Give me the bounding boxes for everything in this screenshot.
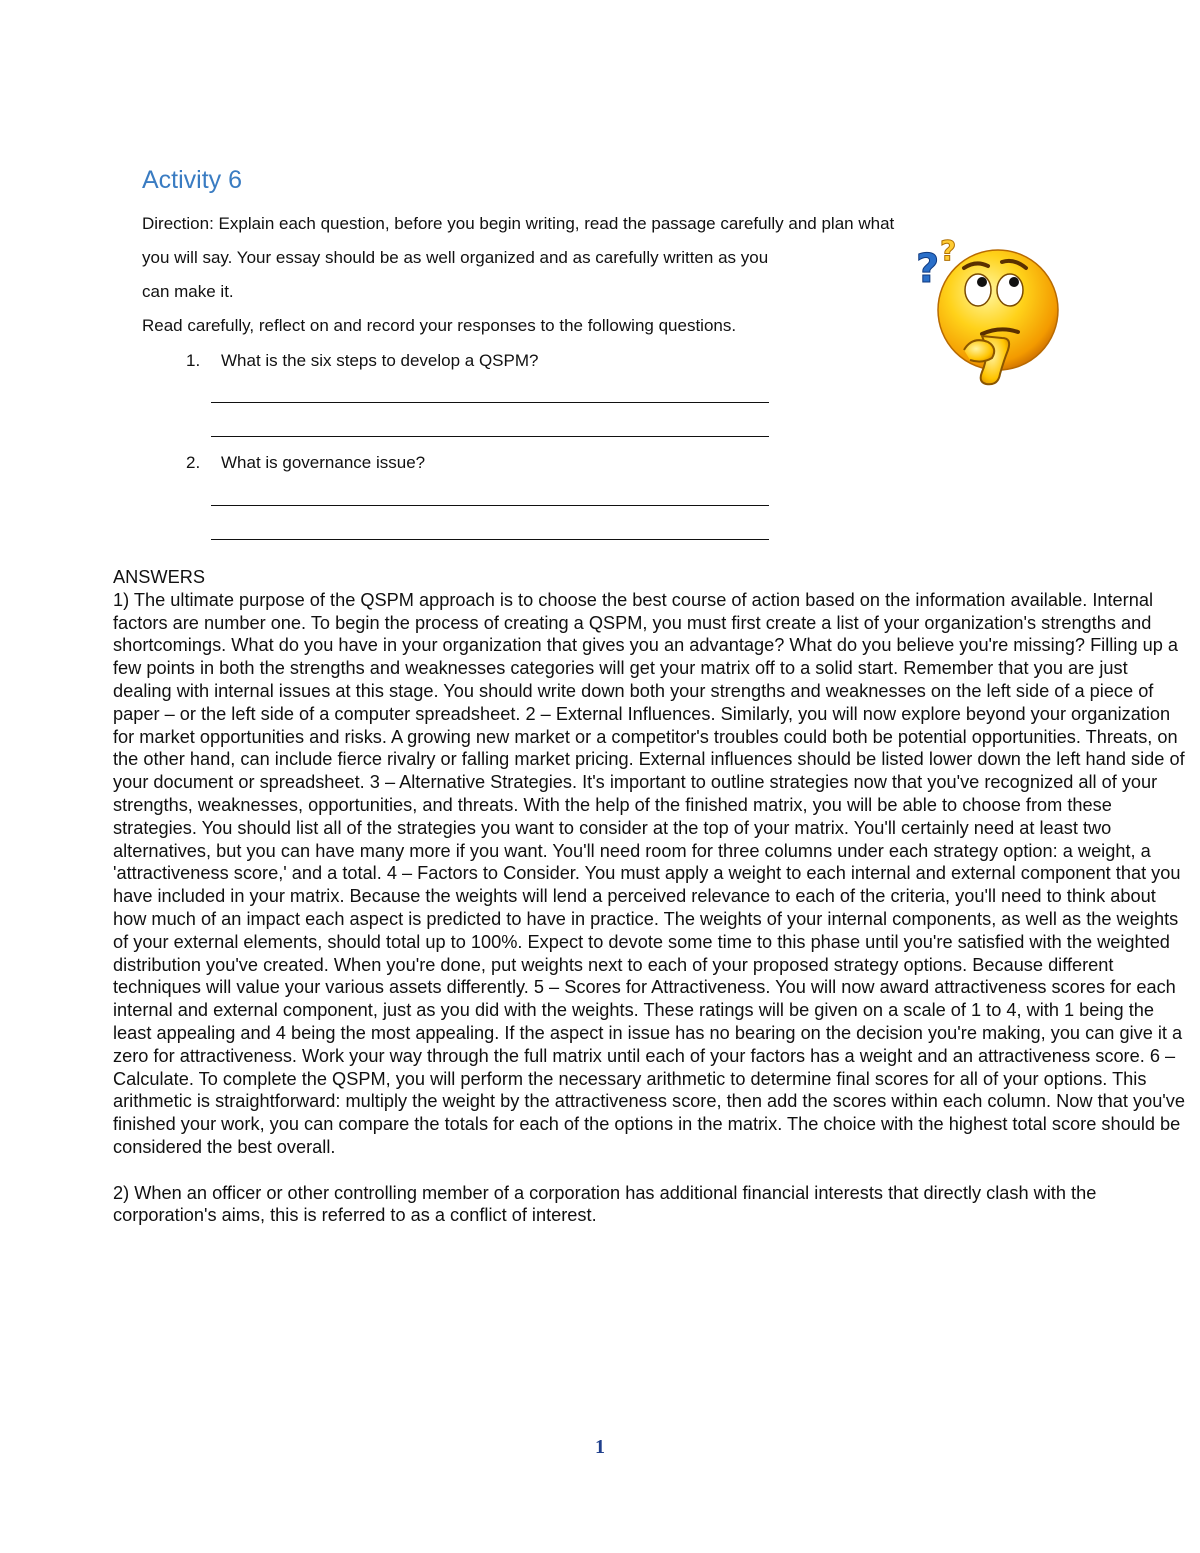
question-mark-icon: ? xyxy=(916,246,940,292)
answer-blank-line xyxy=(211,402,769,403)
page-number: 1 xyxy=(595,1436,605,1458)
thinking-face-icon xyxy=(912,232,1062,390)
question-mark-icon: ? xyxy=(940,234,957,267)
instruction-text: Read carefully, reflect on and record your responses to the following questions. xyxy=(142,316,737,335)
activity-title: Activity 6 xyxy=(142,166,243,194)
answers-heading: ANSWERS xyxy=(113,567,205,587)
answers-section xyxy=(113,566,1191,1227)
question-2-text: What is governance issue? xyxy=(221,453,426,472)
answer-blank-line xyxy=(211,436,769,437)
direction-line-1: Direction: Explain each question, before you begin writing, read the passage carefully and plan what xyxy=(142,214,895,233)
answer-2-paragraph: 2) When an officer or other controlling member of a corporation has additional financial interests that directly clash with the corporation's aims, this is referred to as a conflict of interest. xyxy=(113,1182,1097,1226)
question-2-number: 2. xyxy=(186,453,201,472)
answer-blank-line xyxy=(211,539,769,540)
question-1-number: 1. xyxy=(186,351,201,370)
answer-blank-line xyxy=(211,505,769,506)
answer-1-paragraph: 1) The ultimate purpose of the QSPM approach is to choose the best course of action based on the information available. Internal factors are number one. To begin the process of creating a QSPM, you must first create a list of your organization's strengths and shortcomings. What do you have in your organization that gives you an advantage? What do you believe you're missing? Filling up a few points in both the strengths and weaknesses categories will get your matrix off to a solid start. Remember that you are just dealing with internal issues at this stage. You should write down both your strengths and weaknesses on the left side of a piece of paper – or the left side of a computer spreadsheet. 2 – External Influences. Similarly, you will now explore beyond your organization for market opportunities and risks. A growing new market or a competitor's troubles could both be potential opportunities. Threats, on the other hand, can include fierce rivalry or falling market pricing. External influences should be listed lower down the left hand side of your document or spreadsheet. 3 – Alternative Strategies. It's important to outline strategies now that you've recognized all of your strengths, weaknesses, opportunities, and threats. With the help of the finished matrix, you will be able to choose from these strategies. You should list all of the strategies you want to consider at the top of your matrix. You'll certainly need at least two alternatives, but you can have many more if you want. You'll need room for three columns under each strategy option: a weight, a 'attractiveness score,' and a total. 4 – Factors to Consider. You must apply a weight to each internal and external component that you have included in your matrix. Because the weights will lend a perceived relevance to each of the criteria, you'll need to think about how much of an impact each aspect is predicted to have in practice. The weights of your internal components, as well as the weights of your external elements, should total up to 100%. Expect to devote some time to this phase until you're satisfied with the weighted distribution you've created. When you're done, put weights next to each of your proposed strategy options. Because different techniques will value your various assets differently. 5 – Scores for Attractiveness. You will now award attractiveness scores for each internal and external component, just as you did with the weights. These ratings will be given on a scale of 1 to 4, with 1 being the least appealing and 4 being the most appealing. If the aspect in issue has no bearing on the decision you're making, you can give it a zero for attractiveness. Work your way through the full matrix until each of your factors has a weight and an attractiveness score. 6 – Calculate. To complete the QSPM, you will perform the necessary arithmetic to determine final scores for all of your options. This arithmetic is straightforward: multiply the weight by the attractiveness score, then add the scores within each column. Now that you've finished your work, you can compare the totals for each of the options in the matrix. The choice with the highest total score should be considered the best overall. xyxy=(113,589,1185,1157)
direction-line-3: can make it. xyxy=(142,282,234,301)
question-1-text: What is the six steps to develop a QSPM? xyxy=(221,351,539,370)
paragraph-spacer xyxy=(113,1159,1191,1182)
direction-line-2: you will say. Your essay should be as well organized and as carefully written as you xyxy=(142,248,769,267)
